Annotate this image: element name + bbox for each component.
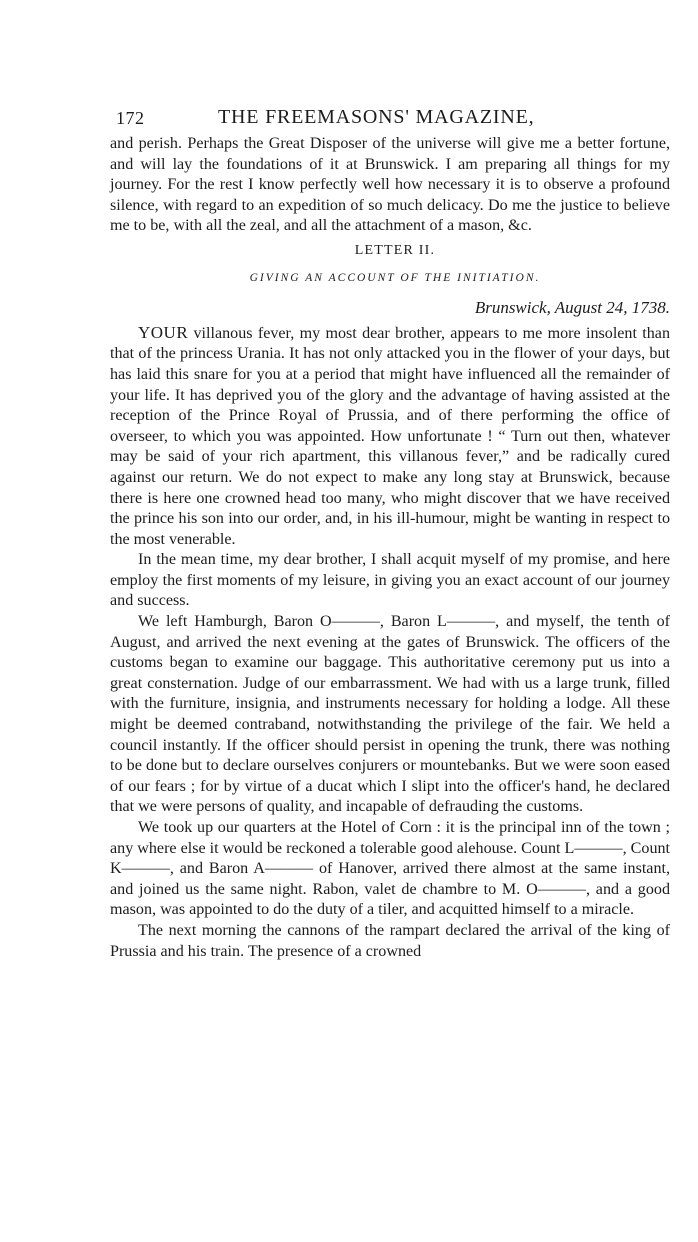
opening-paragraph: and perish. Perhaps the Great Disposer of the universe will give me a better fortune, and will lay the foundations of it at Brunswick. I am preparing all things for my journey. For the rest I know perfectly well how necessary it is to observe a profound silence, with regard to an expedition of so much delicacy. Do me the justice to believe me to be, with all the zeal, and all the attachment of a mason, &c. (110, 135, 670, 235)
book-page (110, 106, 670, 962)
page-number: 172 (116, 108, 145, 128)
letter-paragraph-5: The next morning the cannons of the rampart declared the arrival of the king of Prussia and his train. The presence of a crowned (110, 921, 670, 960)
running-head (110, 106, 670, 134)
page-body (110, 134, 670, 962)
letter-paragraph-2: In the mean time, my dear brother, I shall acquit myself of my promise, and here employ the first moments of my leisure, in giving you an exact account of our journey and success. (110, 551, 670, 610)
letter-paragraph-3: We left Hamburgh, Baron O———, Baron L———, and myself, the tenth of August, and arrived the next evening at the gates of Brunswick. The officers of the customs began to examine our baggage. This authoritative ceremony put us into a great consternation. Judge of our embarrassment. We had with us a large trunk, filled with the furniture, insignia, and instruments necessary for holding a lodge. All these might be deemed contraband, notwithstanding the privilege of the fair. We held a council instantly. If the officer should persist in opening the trunk, there was nothing to be done but to declare ourselves conjurers or mountebanks. But we were soon eased of our fears ; for by virtue of a ducat which I slipt into the officer's hand, he declared that we were persons of quality, and incapable of defrauding the customs. (110, 613, 670, 816)
letter-dateline: Brunswick, August 24, 1738. (474, 298, 670, 318)
first-word: YOUR (138, 322, 189, 342)
letter-heading: LETTER II. (354, 242, 436, 258)
letter-paragraph-1 (110, 323, 670, 551)
letter-paragraph-4: We took up our quarters at the Hotel of Corn : it is the principal inn of the town ; any where else it would be reckoned a tolerable good alehouse. Count L———, Count K———, and Baron A——— of Hanover, arrived there almost at the same instant, and joined us the same night. Rabon, valet de chambre to M. O———, and a good mason, was appointed to do the duty of a tiler, and acquitted himself to a miracle. (110, 819, 671, 919)
letter-subheading: GIVING AN ACCOUNT OF THE INITIATION. (249, 271, 541, 284)
running-title: THE FREEMASONS' MAGAZINE, (218, 106, 535, 128)
paragraph-text: villanous fever, my most dear brother, appears to me more insolent than that of the princess Urania. It has not only attacked you in the flower of your days, but has laid this snare for you at a period that might have influenced all the remainder of your life. It has deprived you of the glory and the advantage of having assisted at the reception of the Prince Royal of Prussia, and of there performing the office of overseer, to which you was appointed. How unfortunate ! “ Turn out then, whatever may be said of your rich apartment, this villanous fever,” and be radically cured against our return. We do not expect to make any long stay at Brunswick, because there is here one crowned head too many, who might discover that we have received the prince his son into our order, and, in his ill-humour, might be wanting in respect to the most venerable. (110, 324, 670, 548)
